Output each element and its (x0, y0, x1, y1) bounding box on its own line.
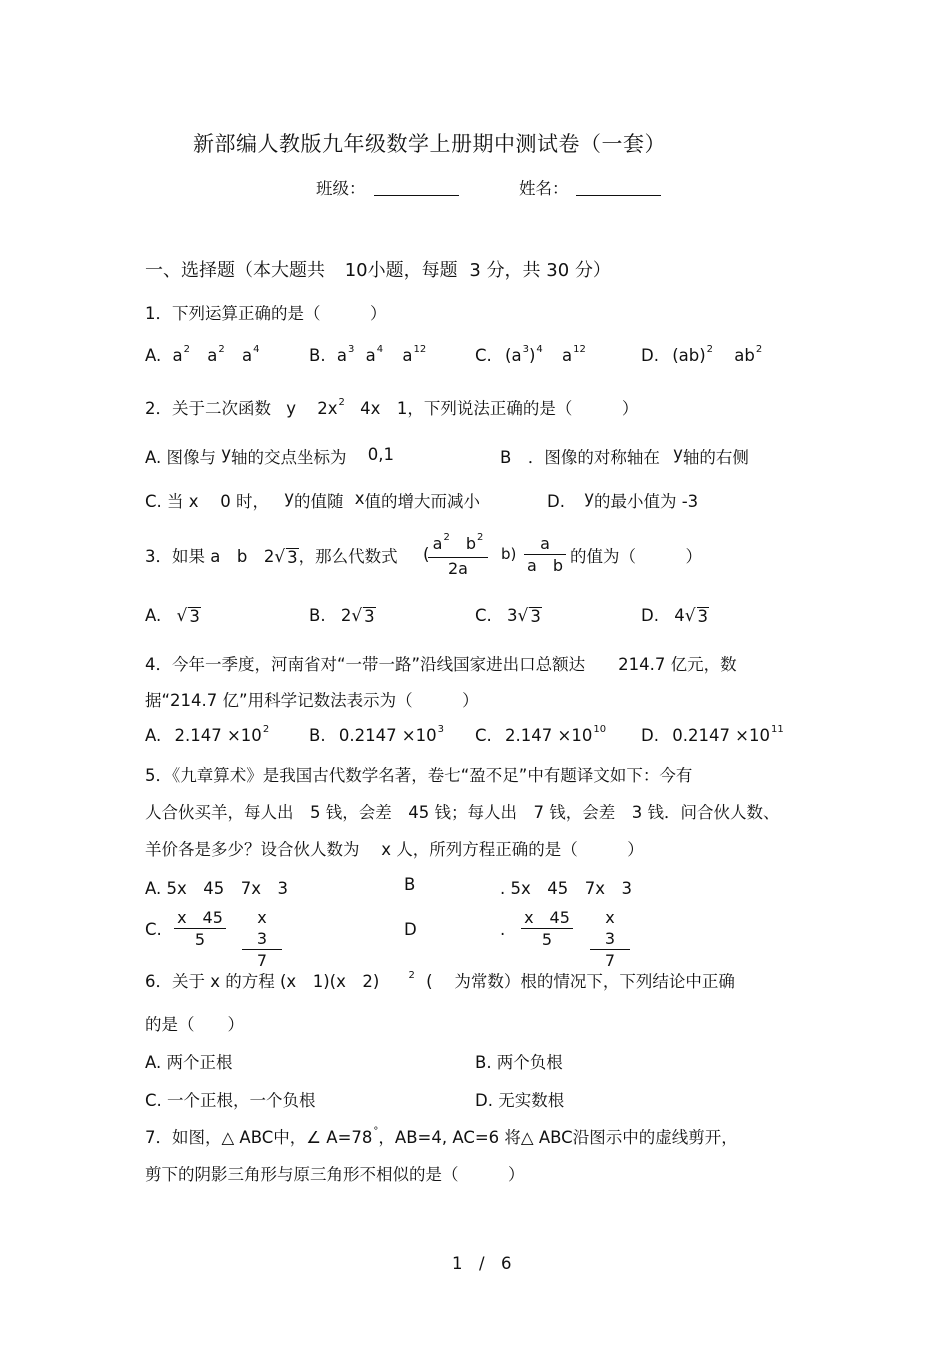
q5-option-d-label: D (404, 920, 417, 939)
class-label: 班级： (316, 179, 366, 198)
q5-option-b-label: B (404, 875, 416, 894)
q1-option-c (475, 346, 586, 365)
q4-a-label: A. (145, 726, 162, 745)
q3-b-coef: 2 (340, 606, 352, 625)
section-heading (145, 256, 611, 282)
sqrt-icon: √ (684, 606, 696, 626)
q7-line-1b: ，AB=4, AC=6 将△ ABC沿图示中的虚线剪开， (378, 1128, 738, 1147)
section-heading-mid2: 分，共 (486, 260, 541, 281)
q3-d-coef: 4 (674, 606, 685, 625)
q1-c-exp1: 3 (522, 344, 529, 355)
q2-term-2x: 2x (317, 399, 338, 418)
section-question-count: 10 (344, 260, 368, 281)
q3-b-sqrt (351, 606, 375, 626)
q7-line-2: 剪下的阴影三角形与原三角形不相似的是（ ） (145, 1165, 525, 1184)
q3-option-a (145, 606, 201, 626)
q3-term-b: b) (501, 545, 517, 563)
q1-a-exp1: 2 (183, 344, 190, 355)
q2-d-text: D. (547, 492, 565, 511)
q4-c-value: 2.147 ×10 (505, 726, 593, 745)
q5-c-f2-numerator: x 3 (242, 907, 282, 950)
q3-c-sqrt (518, 606, 542, 626)
q3-a-label: A. (145, 606, 162, 625)
q4-option-c (475, 726, 606, 745)
q6-line-1a: 6．关于 x 的方程 (x 1)(x 2) (145, 972, 380, 991)
q1-d-exp2: 2 (755, 344, 763, 355)
q2-option-b (500, 444, 749, 468)
q3-a-sqrt (177, 606, 201, 626)
q3-f1-b-exp: 2 (476, 532, 484, 543)
q3-sqrt (274, 547, 298, 567)
q4-d-exp: 11 (771, 724, 784, 735)
q2-b-text2: 轴的右侧 (682, 448, 749, 467)
sqrt-icon: √ (176, 606, 188, 626)
q5-option-c-label: C. (145, 920, 162, 939)
q1-c-exp3: 12 (573, 344, 586, 355)
q3-d-label: D. (641, 606, 659, 625)
q2-a-text2: 轴的交点坐标为 (231, 448, 347, 467)
q1-d-exp1: 2 (706, 344, 714, 355)
q3-stem-text2: ，那么代数式 (298, 547, 398, 566)
sqrt-icon: √ (517, 606, 529, 626)
q2-c-text2: 的值随 (294, 492, 344, 511)
section-heading-prefix: 一、选择题（本大题共 (145, 260, 325, 281)
q2-c-text3: 值的增大而减小 (364, 492, 481, 511)
q2-b-text: B ．图像的对称轴在 (500, 448, 660, 467)
q3-f1-b: b (465, 534, 476, 553)
sqrt-icon: √ (351, 606, 363, 626)
q6-line-1b: ( 为常数）根的情况下，下列结论中正确 (426, 972, 735, 991)
q1-option-a (145, 346, 260, 365)
q3-left-paren: ( (423, 545, 430, 564)
q1-c-exp2: 4 (536, 344, 543, 355)
q5-line-1: 5．《九章算术》是我国古代数学名著，卷七“盈不足”中有题译文如下：今有 (145, 766, 693, 785)
q5-option-a: A. 5x 45 7x 3 (145, 879, 289, 898)
sqrt-icon: √ (274, 547, 286, 567)
q6-option-c: C. 一个正根，一个负根 (145, 1091, 316, 1110)
name-label: 姓名： (519, 179, 569, 198)
q4-b-value: 0.2147 ×10 (338, 726, 437, 745)
q4-c-label: C. (475, 726, 492, 745)
q2-c-y: y (284, 488, 295, 507)
q3-c-root: 3 (530, 607, 541, 626)
q3-f1-a: a (432, 534, 443, 553)
q5-d-f1-denominator: 5 (541, 930, 553, 949)
q6-exp: 2 (408, 970, 415, 981)
q1-c-base1: (a (505, 346, 522, 365)
q7-line-1 (145, 1124, 738, 1148)
q3-option-c (475, 606, 542, 626)
q4-option-d (641, 726, 784, 745)
q3-fraction-1 (428, 533, 488, 580)
q2-exp: 2 (338, 397, 345, 408)
q3-b-root: 3 (364, 607, 375, 626)
q4-option-a (145, 726, 269, 745)
q6-option-d: D. 无实数根 (475, 1091, 565, 1110)
q5-option-d-dot: . (500, 920, 506, 939)
q1-stem: 1．下列运算正确的是（ ） (145, 304, 387, 323)
q2-stem-text: 2．关于二次函数 (145, 399, 271, 418)
q2-c-x: x (354, 489, 365, 508)
q5-d-fraction-2 (590, 907, 630, 972)
q4-b-exp: 3 (437, 724, 445, 735)
q3-fraction-2-numerator: a (524, 533, 566, 555)
q1-option-d (641, 346, 762, 365)
q4-line-2: 据“214.7 亿”用科学记数法表示为（ ） (145, 691, 479, 710)
q3-option-d (641, 606, 709, 626)
q1-a-label: A. (145, 346, 162, 365)
name-blank (576, 195, 661, 196)
q2-stem (145, 395, 638, 419)
q1-b-exp3: 12 (413, 344, 427, 355)
q5-line-2: 人合伙买羊，每人出 5 钱，会差 45 钱；每人出 7 钱，会差 3 钱．问合伙人数、 (145, 803, 780, 822)
q1-d-base2: ab (734, 346, 755, 365)
q4-b-label: B. (309, 726, 326, 745)
q2-a-y: y (221, 444, 232, 463)
q3-d-sqrt (685, 606, 709, 626)
q1-b-base1: a (336, 346, 347, 365)
q5-d-f2-numerator: x 3 (590, 907, 630, 950)
q2-var-y: y (286, 399, 297, 418)
q2-d-text2: 的最小值为 -3 (593, 492, 699, 511)
q2-d-y: y (584, 488, 594, 507)
section-total-score: 30 (546, 260, 570, 281)
q6-line-2: 的是（ ） (145, 1015, 244, 1034)
class-blank (374, 195, 459, 196)
q6-option-b: B. 两个负根 (475, 1053, 563, 1072)
q6-line-1 (145, 968, 735, 992)
q1-b-base3: a (402, 346, 413, 365)
q4-a-value: 2.147 ×10 (174, 726, 262, 745)
q3-a-root: 3 (189, 607, 200, 626)
q3-f1-a-exp: 2 (443, 532, 450, 543)
q5-c-f1-numerator: x 45 (174, 907, 226, 929)
q1-a-base1: a (172, 346, 183, 365)
q1-c-base3: a (562, 346, 573, 365)
q5-line-3: 羊价各是多少？设合伙人数为 x 人，所列方程正确的是（ ） (145, 840, 644, 859)
q2-a-text: A. 图像与 (145, 448, 216, 467)
q4-d-label: D. (641, 726, 659, 745)
q2-option-a (145, 444, 394, 468)
q4-option-b (309, 726, 444, 745)
q4-d-value: 0.2147 ×10 (672, 726, 771, 745)
q3-stem-text3: 的值为（ ） (570, 547, 702, 566)
q5-c-f2-denominator: 7 (256, 951, 268, 970)
q2-b-y: y (673, 444, 683, 463)
q1-a-exp3: 4 (253, 344, 260, 355)
q5-c-fraction-2 (242, 907, 282, 972)
q3-option-b (309, 606, 376, 626)
q3-fraction-2-denominator: a b (527, 556, 563, 575)
q6-option-a: A. 两个正根 (145, 1053, 233, 1072)
q5-d-fraction-1 (521, 907, 573, 951)
q5-option-b: . 5x 45 7x 3 (500, 879, 633, 898)
q1-b-exp2: 4 (376, 344, 384, 355)
q1-a-base2: a (207, 346, 218, 365)
q4-a-exp: 2 (262, 724, 270, 735)
q1-a-base3: a (242, 346, 253, 365)
q1-option-b (309, 346, 426, 365)
section-heading-suffix: 分） (574, 260, 611, 281)
q1-d-label: D. (641, 346, 659, 365)
q5-d-f2-denominator: 7 (604, 951, 616, 970)
q5-c-f1-denominator: 5 (194, 930, 206, 949)
q3-c-label: C. (475, 606, 492, 625)
q3-d-root: 3 (697, 607, 709, 626)
q4-line-1: 4．今年一季度，河南省对“一带一路”沿线国家进出口总额达 214.7 亿元，数 (145, 655, 737, 674)
q5-d-f1-numerator: x 45 (521, 907, 573, 929)
section-question-score: 3 (469, 260, 481, 281)
page-number: 1 / 6 (452, 1254, 512, 1273)
q3-fraction-1-denominator: 2a (448, 559, 468, 578)
q4-c-exp: 10 (593, 724, 607, 735)
q1-b-exp1: 3 (347, 344, 355, 355)
section-heading-mid1: 小题，每题 (367, 260, 458, 281)
q1-d-base1: (ab) (672, 346, 706, 365)
q1-c-base2: ) (528, 346, 536, 365)
q1-b-label: B. (309, 346, 326, 365)
q3-root-value: 3 (287, 548, 298, 567)
q7-line-1a: 7．如图，△ ABC中，∠ A=78 (145, 1128, 373, 1147)
q1-b-base2: a (365, 346, 376, 365)
q3-c-coef: 3 (507, 606, 518, 625)
q2-a-coord: 0,1 (367, 445, 395, 464)
q3-fraction-2 (524, 533, 566, 577)
q5-c-fraction-1 (174, 907, 226, 951)
q1-a-exp2: 2 (218, 344, 225, 355)
page-title: 新部编人教版九年级数学上册期中测试卷（一套） (193, 132, 666, 156)
q2-stem-rest: 4x 1，下列说法正确的是（ ） (360, 399, 639, 418)
q2-option-c (145, 488, 480, 512)
q3-stem-text: 3．如果 a b 2 (145, 547, 275, 566)
q3-stem (145, 543, 398, 567)
q7-degree: ° (373, 1126, 379, 1137)
q2-c-text: C. 当 x 0 时， (145, 492, 270, 511)
q3-b-label: B. (309, 606, 326, 625)
q1-c-label: C. (475, 346, 492, 365)
q2-option-d (547, 488, 698, 512)
q3-fraction-1-numerator (428, 533, 488, 558)
